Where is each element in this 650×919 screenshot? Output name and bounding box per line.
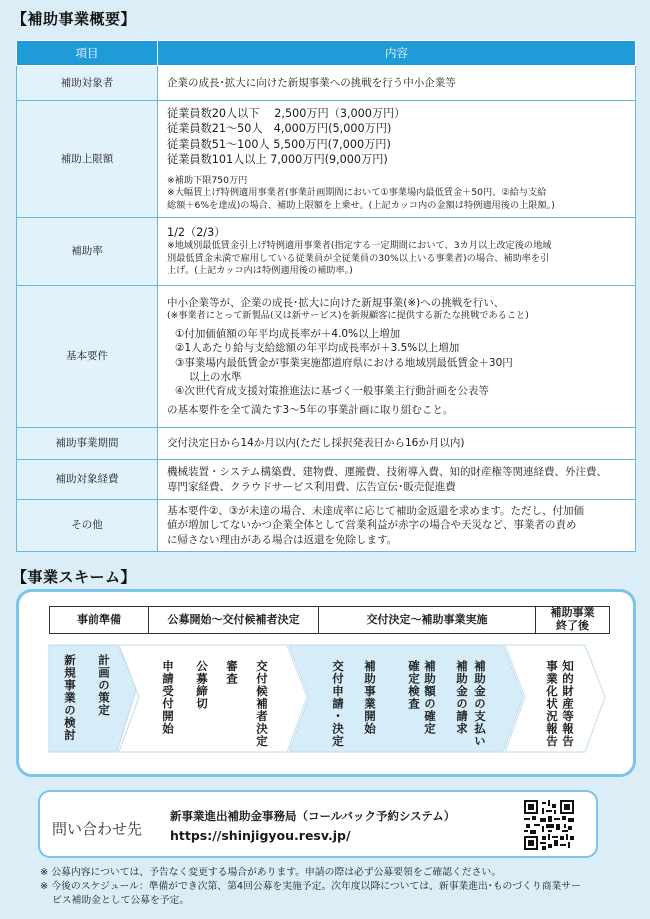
period-line: 交付決定日から14か月以内(ただし採択発表日から16か月以内): [167, 437, 465, 450]
limit-line: 従業員数51～100人 5,500万円(7,000万円): [167, 137, 391, 151]
requirement-item: ③事業場内最低賃金が事業実施都道府県における地域別最低賃金＋30円: [175, 356, 513, 369]
row-rate: [17, 218, 636, 286]
phase-after: 補助事業 終了後: [536, 606, 610, 634]
rate-note: ※地域別最低賃金引上げ特例適用事業者(指定する一定期間において、3カ月以上改定後の地域: [167, 240, 552, 252]
limit-note: ※補助下限750万円: [167, 174, 248, 186]
requirement-item: ②1人あたり給与支給総額の年平均成長率が＋3.5%以上増加: [175, 342, 460, 355]
limit-line: 従業員数21～50人 4,000万円(5,000万円): [167, 122, 392, 136]
requirement-item: ①付加価値額の年平均成長率が＋4.0%以上増加: [175, 327, 401, 340]
overview-table: [16, 40, 636, 552]
row-label: 補助事業期間: [17, 428, 158, 460]
row-requirements: [17, 286, 636, 428]
contact-url[interactable]: https://shinjigyou.resv.jp/: [170, 828, 351, 843]
row-value: [158, 500, 636, 552]
row-label: 補助率: [17, 218, 158, 286]
step-claim: 補助金の請求: [455, 660, 469, 735]
phase-application: 公募開始～交付候補者決定: [149, 606, 319, 634]
step-deadline: 公募締切: [195, 660, 209, 710]
row-target: [17, 66, 636, 101]
other-line: 値が増加してないかつ企業全体として営業利益が赤字の場合や天災など、事業者の責め: [167, 519, 577, 532]
arrow-step-3: [289, 645, 523, 752]
step-grant-apply: 交付申請・決定: [331, 660, 345, 748]
requirements-outro: の基本要件を全て満たす3～5年の事業計画に取り組むこと。: [167, 403, 454, 416]
expenses-line: 機械装置・システム構築費、建物費、運搬費、技術導入費、知的財産権等関連経費、外注費、: [167, 466, 607, 479]
limit-line: 従業員数20人以下 2,500万円（3,000万円）: [167, 106, 406, 120]
limit-line: 従業員数101人以上 7,000万円(9,000万円): [167, 153, 388, 167]
requirements-intro: 中小企業等が、企業の成長･拡大に向けた新規事業(※)への挑戦を行い、: [167, 296, 505, 309]
row-period: [17, 428, 636, 460]
row-value: [158, 428, 636, 460]
rate-line: 1/2（2/3）: [167, 226, 226, 239]
footnote: ビス補助金として公募を予定。: [52, 895, 190, 906]
overview-title: 【補助事業概要】: [12, 10, 137, 28]
row-label: 基本要件: [17, 286, 158, 428]
step-commercial-report: 事業化状況報告: [545, 660, 559, 748]
requirements-intro-note: (※事業者にとって新製品(又は新サービス)を新規顧客に提供する新たな挑戦であること): [167, 310, 529, 322]
contact-org: 新事業進出補助金事務局（コールバック予約システム）: [170, 809, 456, 823]
rate-note: 上げ。(上記カッコ内は特例適用後の補助率。): [167, 265, 353, 277]
row-label: その他: [17, 500, 158, 552]
row-value: [158, 218, 636, 286]
arrow-step-2: [119, 645, 307, 752]
scheme-title: 【事業スキーム】: [12, 568, 137, 586]
row-value: [158, 460, 636, 500]
contact-box: [38, 790, 598, 858]
scheme-arrows: [19, 592, 633, 774]
footnote: ※ 公募内容については、予告なく変更する場合があります。申請の際は必ず公募要領をご確認ください。: [40, 867, 501, 878]
row-label: 補助対象者: [17, 66, 158, 101]
step-payment: 補助金の支払い: [473, 660, 487, 748]
step-plan: 計画の策定: [97, 654, 111, 717]
phase-preparation: 事前準備: [49, 606, 149, 634]
step-consider: 新規事業の検討: [63, 654, 77, 742]
step-ip-report: 知的財産等報告: [561, 660, 575, 748]
requirement-item: ④次世代育成支援対策推進法に基づく一般事業主行動計画を公表等: [175, 385, 489, 398]
qr-code-icon[interactable]: [524, 800, 574, 850]
expenses-line: 専門家経費、クラウドサービス利用費、広告宣伝･販売促進費: [167, 480, 456, 493]
target-line: 企業の成長･拡大に向けた新規事業への挑戦を行う中小企業等: [167, 76, 456, 89]
step-review: 審査: [225, 660, 239, 685]
step-accept: 申請受付開始: [161, 660, 175, 735]
contact-label: 問い合わせ先: [52, 820, 143, 838]
rate-note: 別最低賃金未満で雇用している従業員が全従業員の30%以上いる事業者)の場合、補助率を引: [167, 252, 550, 264]
scheme-panel: [16, 589, 636, 777]
step-confirm-amount: 補助額の確定: [423, 660, 437, 735]
table-header-row: [17, 41, 636, 66]
row-other: [17, 500, 636, 552]
header-item: 項目: [17, 41, 158, 66]
row-expenses: [17, 460, 636, 500]
row-label: 補助対象経費: [17, 460, 158, 500]
phase-implementation: 交付決定～補助事業実施: [319, 606, 536, 634]
requirement-item: 以上の水準: [189, 371, 242, 383]
row-value: [158, 286, 636, 428]
header-content: 内容: [158, 41, 636, 66]
step-candidate: 交付候補者決定: [255, 660, 269, 748]
limit-note: 総額＋6%を達成)の場合、補助上限額を上乗せ。(上記カッコ内の金額は特例適用後の上限額。): [167, 199, 555, 211]
step-inspection: 確定検査: [407, 660, 421, 710]
step-start: 補助事業開始: [363, 660, 377, 735]
other-line: 基本要件②、③が未達の場合、未達成率に応じて補助金返還を求めます。ただし、付加価: [167, 505, 584, 517]
row-value: [158, 101, 636, 218]
limit-note: ※大幅賃上げ特例適用事業者(事業計画期間において①事業場内最低賃金＋50円、②給与支給: [167, 187, 547, 199]
footnote: ※ 今後のスケジュール：準備ができ次第、第4回公募を実施予定。次年度以降については、新事業進出･ものづくり商業サー: [40, 881, 581, 892]
row-value: [158, 66, 636, 101]
row-label: 補助上限額: [17, 101, 158, 218]
other-line: に帰さない理由がある場合は返還を免除します。: [167, 533, 398, 546]
row-limit: [17, 101, 636, 218]
